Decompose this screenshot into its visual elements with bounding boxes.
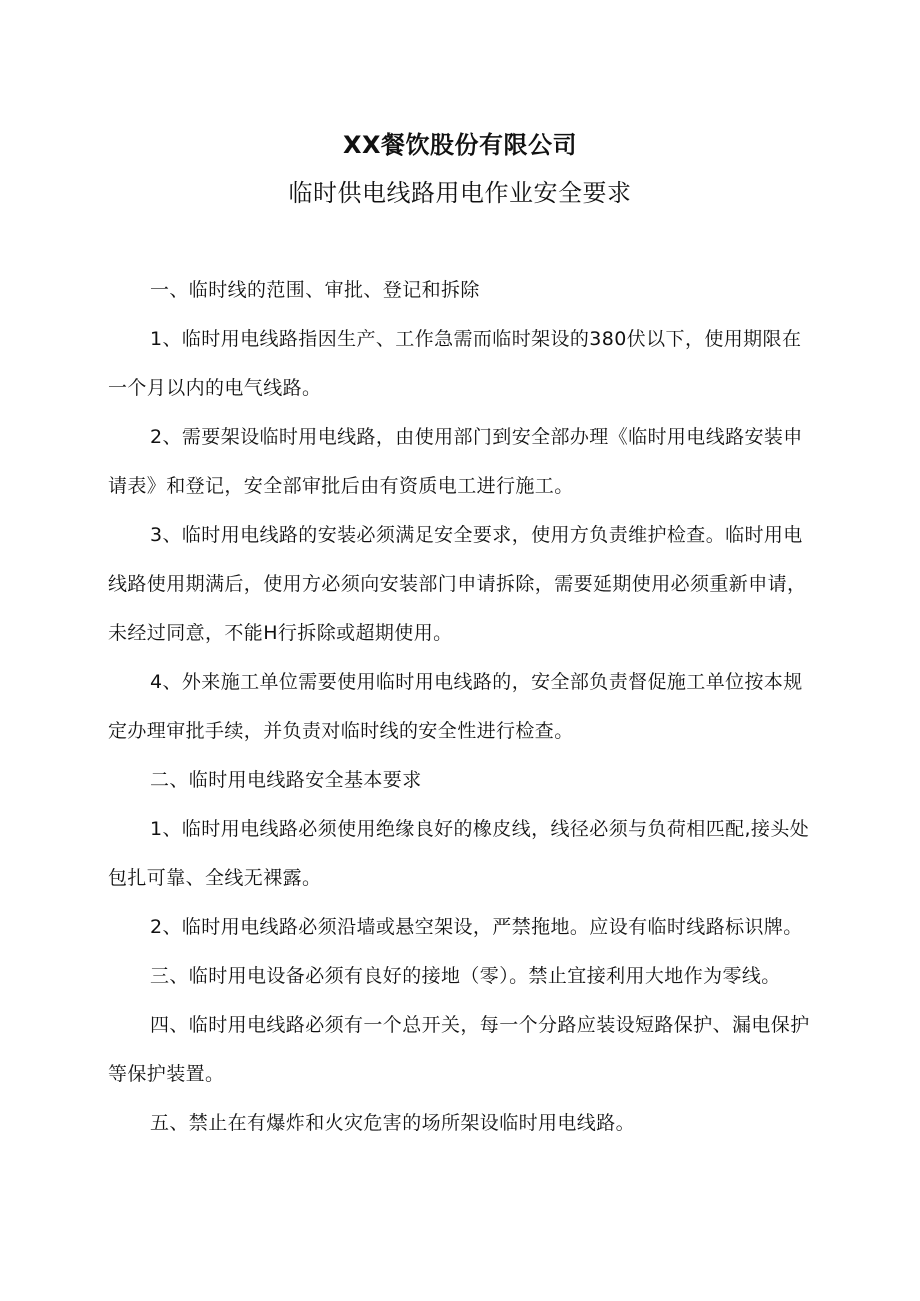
- document-title-company: XX餐饮股份有限公司: [342, 131, 577, 159]
- paragraph-1-1: 1、临时用电线路指因生产、工作急需而临时架设的380伏以下，使用期限在一个月以内的电气线路。: [108, 328, 802, 399]
- document-title-subject: 临时供电线路用电作业安全要求: [288, 179, 632, 207]
- section-heading-1: 一、临时线的范围、审批、登记和拆除: [150, 279, 480, 301]
- section-heading-2: 二、临时用电线路安全基本要求: [150, 769, 422, 791]
- paragraph-2-1: 1、临时用电线路必须使用绝缘良好的橡皮线，线径必须与负荷相匹配,接头处包扎可靠、全线无裸露。: [108, 818, 810, 889]
- paragraph-1-4: 4、外来施工单位需要使用临时用电线路的，安全部负责督促施工单位按本规定办理审批手续，并负责对临时线的安全性进行检查。: [108, 671, 803, 742]
- paragraph-1-3: 3、临时用电线路的安装必须满足安全要求，使用方负责维护检查。临时用电线路使用期满后，使用方必须向安装部门申请拆除，需要延期使用必须重新申请，未经过同意，不能H行拆除或超期使用。: [108, 524, 807, 644]
- section-3: 三、临时用电设备必须有良好的接地（零）。禁止宜接利用大地作为零线。: [150, 965, 781, 987]
- section-5: 五、禁止在有爆炸和火灾危害的场所架设临时用电线路。: [150, 1112, 636, 1134]
- document-body: [108, 266, 820, 1148]
- paragraph-2-2: 2、临时用电线路必须沿墙或悬空架设，严禁拖地。应设有临时线路标识牌。: [150, 916, 803, 938]
- paragraph-1-2: 2、需要架设临时用电线路，由使用部门到安全部办理《临时用电线路安装申请表》和登记，安全部审批后由有资质电工进行施工。: [108, 426, 803, 497]
- section-4: 四、临时用电线路必须有一个总开关，每一个分路应装设短路保护、漏电保护等保护装置。: [108, 1014, 810, 1085]
